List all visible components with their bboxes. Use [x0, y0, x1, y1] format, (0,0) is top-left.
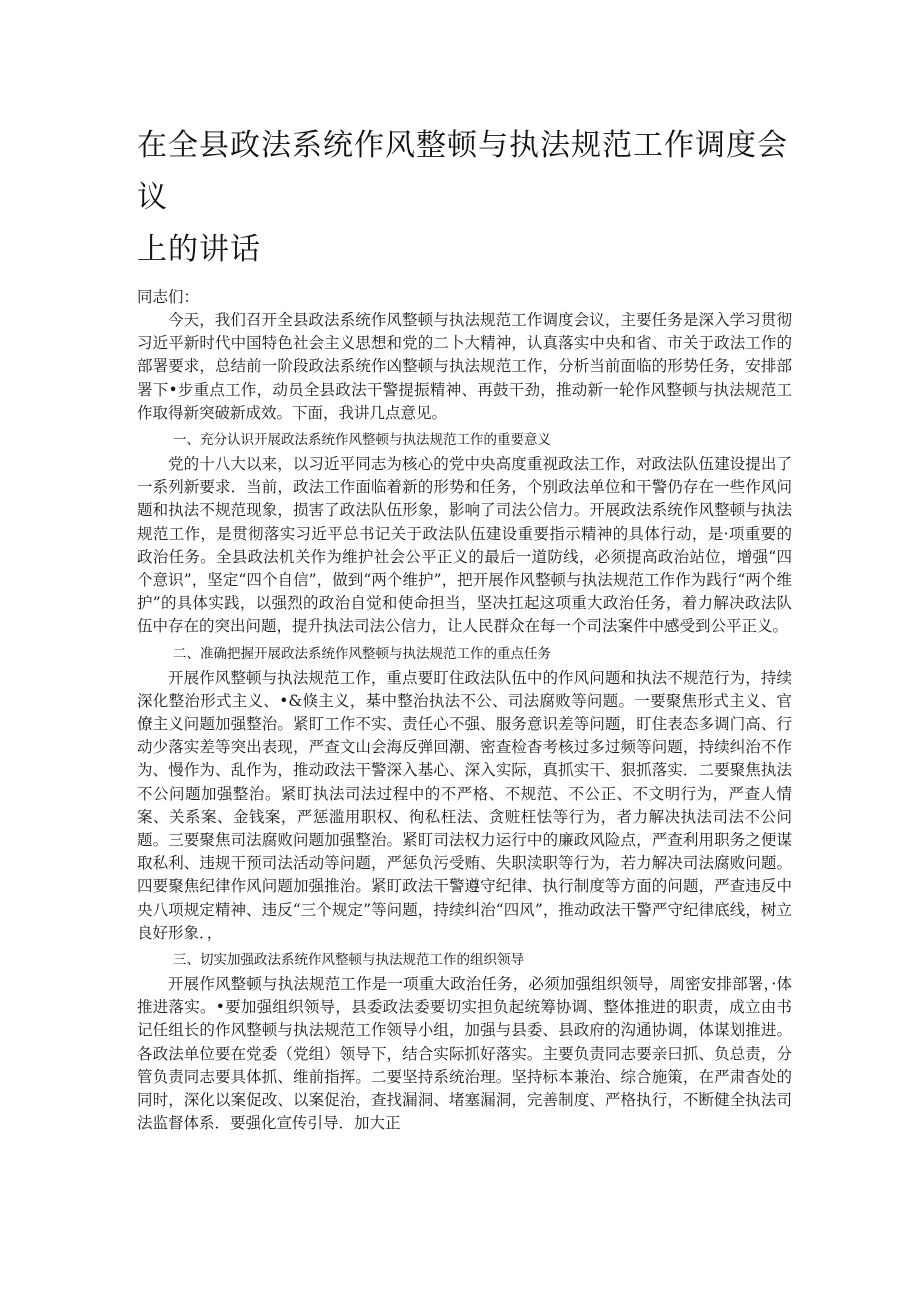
intro-paragraph: 今天，我们召开全县政法系统作风整顿与执法规范工作调度会议，主要任务是深入学习贯彻习近平新时代中国特色社会主义思想和党的二卜大精神，认真落实中央和省、市关于政法工作的部署要求，总结前一阶段政法系统作凶整顿与执法规范工作，分析当前面临的形势任务，安排部署下•步重点工作，动员全县政法干警提振精神、再鼓干劲，推动新一轮作风整顿与执法规范工作取得新突破新成效。下面，我讲几点意见。 [137, 311, 792, 422]
section-paragraph-3: 开展作风整顿与执法规范工作是一项重大政治任务，必须加强组织领导，周密安排部署，·体推进落实。•要加强组织领导，县委政法委要切实担负起统筹协调、整体推进的职责，成立由书记任组长的作风整顿与执法规范工作领导小组，加强与县委、县政府的沟通协调，体谋划推进。各政法单位要在党委（党组）领导下，结合实际抓好落实。主要负责同志要亲曰抓、负总责，分管负责同志要具体抓、维前指挥。二要坚持系统治理。坚持标本兼治、综合施策，在严肃杳处的同时，深化以案促改、以案促治，查找漏洞、堵塞漏洞，完善制度、严格执行，不断健全执法司法监督体系．要强化宣传引导．加大正 [137, 975, 792, 1133]
document-title [137, 120, 792, 276]
section-heading-2: 二、准确把握开展政法系统作风整顿与执法规范工作的重点任务 [173, 645, 551, 662]
section-heading-3: 三、切实加强政法系统作风整顿与执法规范工作的组织领导 [173, 952, 524, 969]
section-paragraph-2: 开展作风整顿与执法规范工作，重点要盯住政法队伍中的作风问题和执法不规范行为，持续深化整治形式主义、•&倏主义，棊中整治执法不公、司法腐败等问题。一要聚焦形式主义、官僚主义问题加强整治。紧盯工作不实、责任心不强、服务意识差等问题，盯住表态多调门高、行动少落实差等突出表现，严查文山会海反弹回潮、密查检杳考核过多过频等问题，持续纠治不作为、慢作为、乱作为，推动政法干警深入基心、深入实际，真抓实干、狠抓落实．二要聚焦执法不公问题加强整治。紧盯执法司法过程中的不严格、不规范、不公正、不文明行为，严查人情案、关系案、金钱案，严惩滥用职权、徇私枉法、贪赃枉怯等行为，者力解决执法司法不公问题。三要聚焦司法腐败问题加强整治。紧盯司法权力运行中的廉政风险点，严查利用职务之便谋取私利、违规干预司法活动等问题，严惩负污受贿、失职渎职等行为，若力解决司法腐败问题。四要聚焦纪律作风问题加强推治。紧盯政法干警遵守纪律、执行制度等方面的问题，严查违反中央八项规定精神、违反“三个规定”等问题，持续纠治“四风”，推动政法干警严守纪律底线，树立良好形象．， [137, 668, 792, 942]
section-paragraph-1: 党的十八大以来，以习近平同志为核心的党中央高度重视政法工作，对政法队伍建设提出了一系列新要求．当前，政法工作面临着新的形势和任务，个别政法单位和干警仍存在一些作风问题和执法不规范现象，损害了政法队伍形象，影响了司法公信力。开展政法系统作风整顿与执法规范工作，是贯彻落实习近平总书记关于政法队伍建设重要指示精神的具体行动，是·项重要的政治任务。全县政法机关作为维护社会公平正义的最后一道防线，必须提高政治站位，增强“四个意识”，坚定“四个自信”，做到“两个维护”，把开展作风整顿与执法规范工作作为践行“两个维护”的具体实践，以强烈的政治自觉和使命担当，坚决扛起这项重大政治任务，着力解决政法队伍中存在的突出问题，提升执法司法公信力，让人民群众在每一个司法案件中感受到公平正义。 [137, 455, 792, 636]
title-line-2: 上的讲话 [137, 232, 261, 267]
salutation: 同志们： [137, 288, 200, 306]
title-line-1: 在全县政法系统作风整顿与执法规范工作调度会议 [137, 128, 788, 215]
document-page [137, 120, 792, 1136]
section-heading-1: 一、充分认识开展政法系统作风整顿与执法规范工作的重要意义 [173, 432, 551, 449]
